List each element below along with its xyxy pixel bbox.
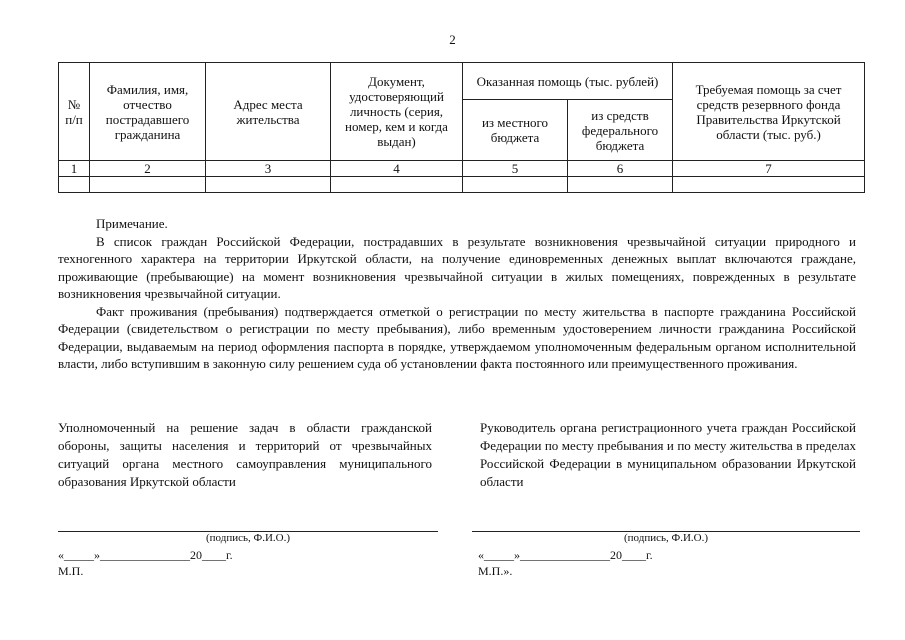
column-number: 1 <box>59 161 90 177</box>
empty-cell <box>90 177 206 193</box>
note-paragraph: Факт проживания (пребывания) подтверждается отметкой о регистрации по месту жительства в паспорте гражданина Российской Федерации (свидетельством о регистрации по месту пребывания), либо временным удостоверением личности гражданина Российской Федерации, выдаваемым на период оформления паспорта в порядке, утверждаемом уполномоченным федеральным органом исполнительной власти, либо вступившим в законную силу решением суда об установлении факта постоянного или преимущественного проживания. <box>58 303 856 371</box>
note-section <box>58 215 856 373</box>
right-date-line: «_____»_______________20____г. <box>478 548 653 562</box>
header-number: № п/п <box>59 63 90 161</box>
header-local-budget: из местного бюджета <box>463 100 568 161</box>
empty-cell <box>673 177 865 193</box>
left-signatory-title: Уполномоченный на решение задач в области гражданской обороны, защиты населения и территорий от чрезвычайных ситуаций органа местного самоуправления муниципального образования Иркутской области <box>58 420 432 489</box>
empty-cell <box>206 177 331 193</box>
column-number: 3 <box>206 161 331 177</box>
left-signature-caption: (подпись, Ф.И.О.) <box>206 532 290 544</box>
column-number: 4 <box>331 161 463 177</box>
right-signature-caption: (подпись, Ф.И.О.) <box>624 532 708 544</box>
header-id-document: Документ, удостоверяющий личность (серия, номер, кем и когда выдан) <box>331 63 463 161</box>
column-number: 5 <box>463 161 568 177</box>
page-number: 2 <box>449 32 456 47</box>
column-numbers-row <box>59 161 865 177</box>
table-header-row <box>59 63 865 100</box>
victims-table <box>58 62 865 193</box>
column-number: 7 <box>673 161 865 177</box>
note-paragraph: В список граждан Российской Федерации, пострадавших в результате возникновения чрезвычайной ситуации природного и техногенного характера на территории Иркутской области, на получение единовременных денежных выплат включаются граждане, проживающие (пребывающие) на момент возникновения чрезвычайной ситуации в жилых помещениях, поврежденных в результате возникновения чрезвычайной ситуации. <box>58 233 856 301</box>
header-federal-budget: из средств федерального бюджета <box>568 100 673 161</box>
table-row <box>59 177 865 193</box>
empty-cell <box>59 177 90 193</box>
header-required-help: Требуемая помощь за счет средств резервного фонда Правительства Иркутской области (тыс. руб.) <box>673 63 865 161</box>
left-date-line: «_____»_______________20____г. <box>58 548 233 562</box>
left-stamp-label: М.П. <box>58 564 84 578</box>
note-title: Примечание. <box>96 216 168 231</box>
right-stamp-label: М.П.». <box>478 564 513 578</box>
empty-cell <box>331 177 463 193</box>
header-address: Адрес места жительства <box>206 63 331 161</box>
empty-cell <box>463 177 568 193</box>
header-full-name: Фамилия, имя, отчество пострадавшего гражданина <box>90 63 206 161</box>
right-signatory-title: Руководитель органа регистрационного учета граждан Российской Федерации по месту пребывания и по месту жительства в пределах Российской Федерации в муниципальном образовании Иркутской области <box>480 420 856 489</box>
header-provided-help: Оказанная помощь (тыс. рублей) <box>463 63 673 100</box>
column-number: 2 <box>90 161 206 177</box>
column-number: 6 <box>568 161 673 177</box>
empty-cell <box>568 177 673 193</box>
